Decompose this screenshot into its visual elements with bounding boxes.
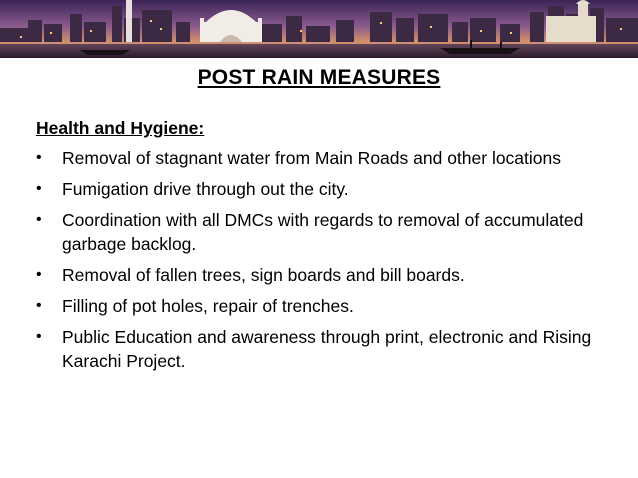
list-item bbox=[36, 263, 616, 287]
list-item-text: Coordination with all DMCs with regards to removal of accumulated garbage backlog. bbox=[62, 210, 584, 254]
section-heading: Health and Hygiene: bbox=[36, 118, 205, 138]
bullet-icon: • bbox=[36, 297, 42, 314]
list-item bbox=[36, 146, 616, 170]
bullet-icon: • bbox=[36, 149, 42, 166]
bullet-list bbox=[36, 146, 616, 380]
list-item bbox=[36, 325, 616, 373]
list-item bbox=[36, 177, 616, 201]
city-skyline-banner bbox=[0, 0, 638, 58]
bullet-icon: • bbox=[36, 266, 42, 283]
bullet-icon: • bbox=[36, 328, 42, 345]
list-item bbox=[36, 294, 616, 318]
list-item-text: Removal of fallen trees, sign boards and bill boards. bbox=[62, 265, 465, 285]
list-item-text: Public Education and awareness through print, electronic and Rising Karachi Project. bbox=[62, 327, 592, 371]
bullet-icon: • bbox=[36, 180, 42, 197]
bullet-icon: • bbox=[36, 211, 42, 228]
list-item-text: Fumigation drive through out the city. bbox=[62, 179, 349, 199]
skyline-image bbox=[0, 0, 638, 58]
list-item-text: Removal of stagnant water from Main Roads and other locations bbox=[62, 148, 562, 168]
slide-title: POST RAIN MEASURES bbox=[197, 66, 441, 89]
list-item bbox=[36, 208, 616, 256]
list-item-text: Filling of pot holes, repair of trenches. bbox=[62, 296, 354, 316]
